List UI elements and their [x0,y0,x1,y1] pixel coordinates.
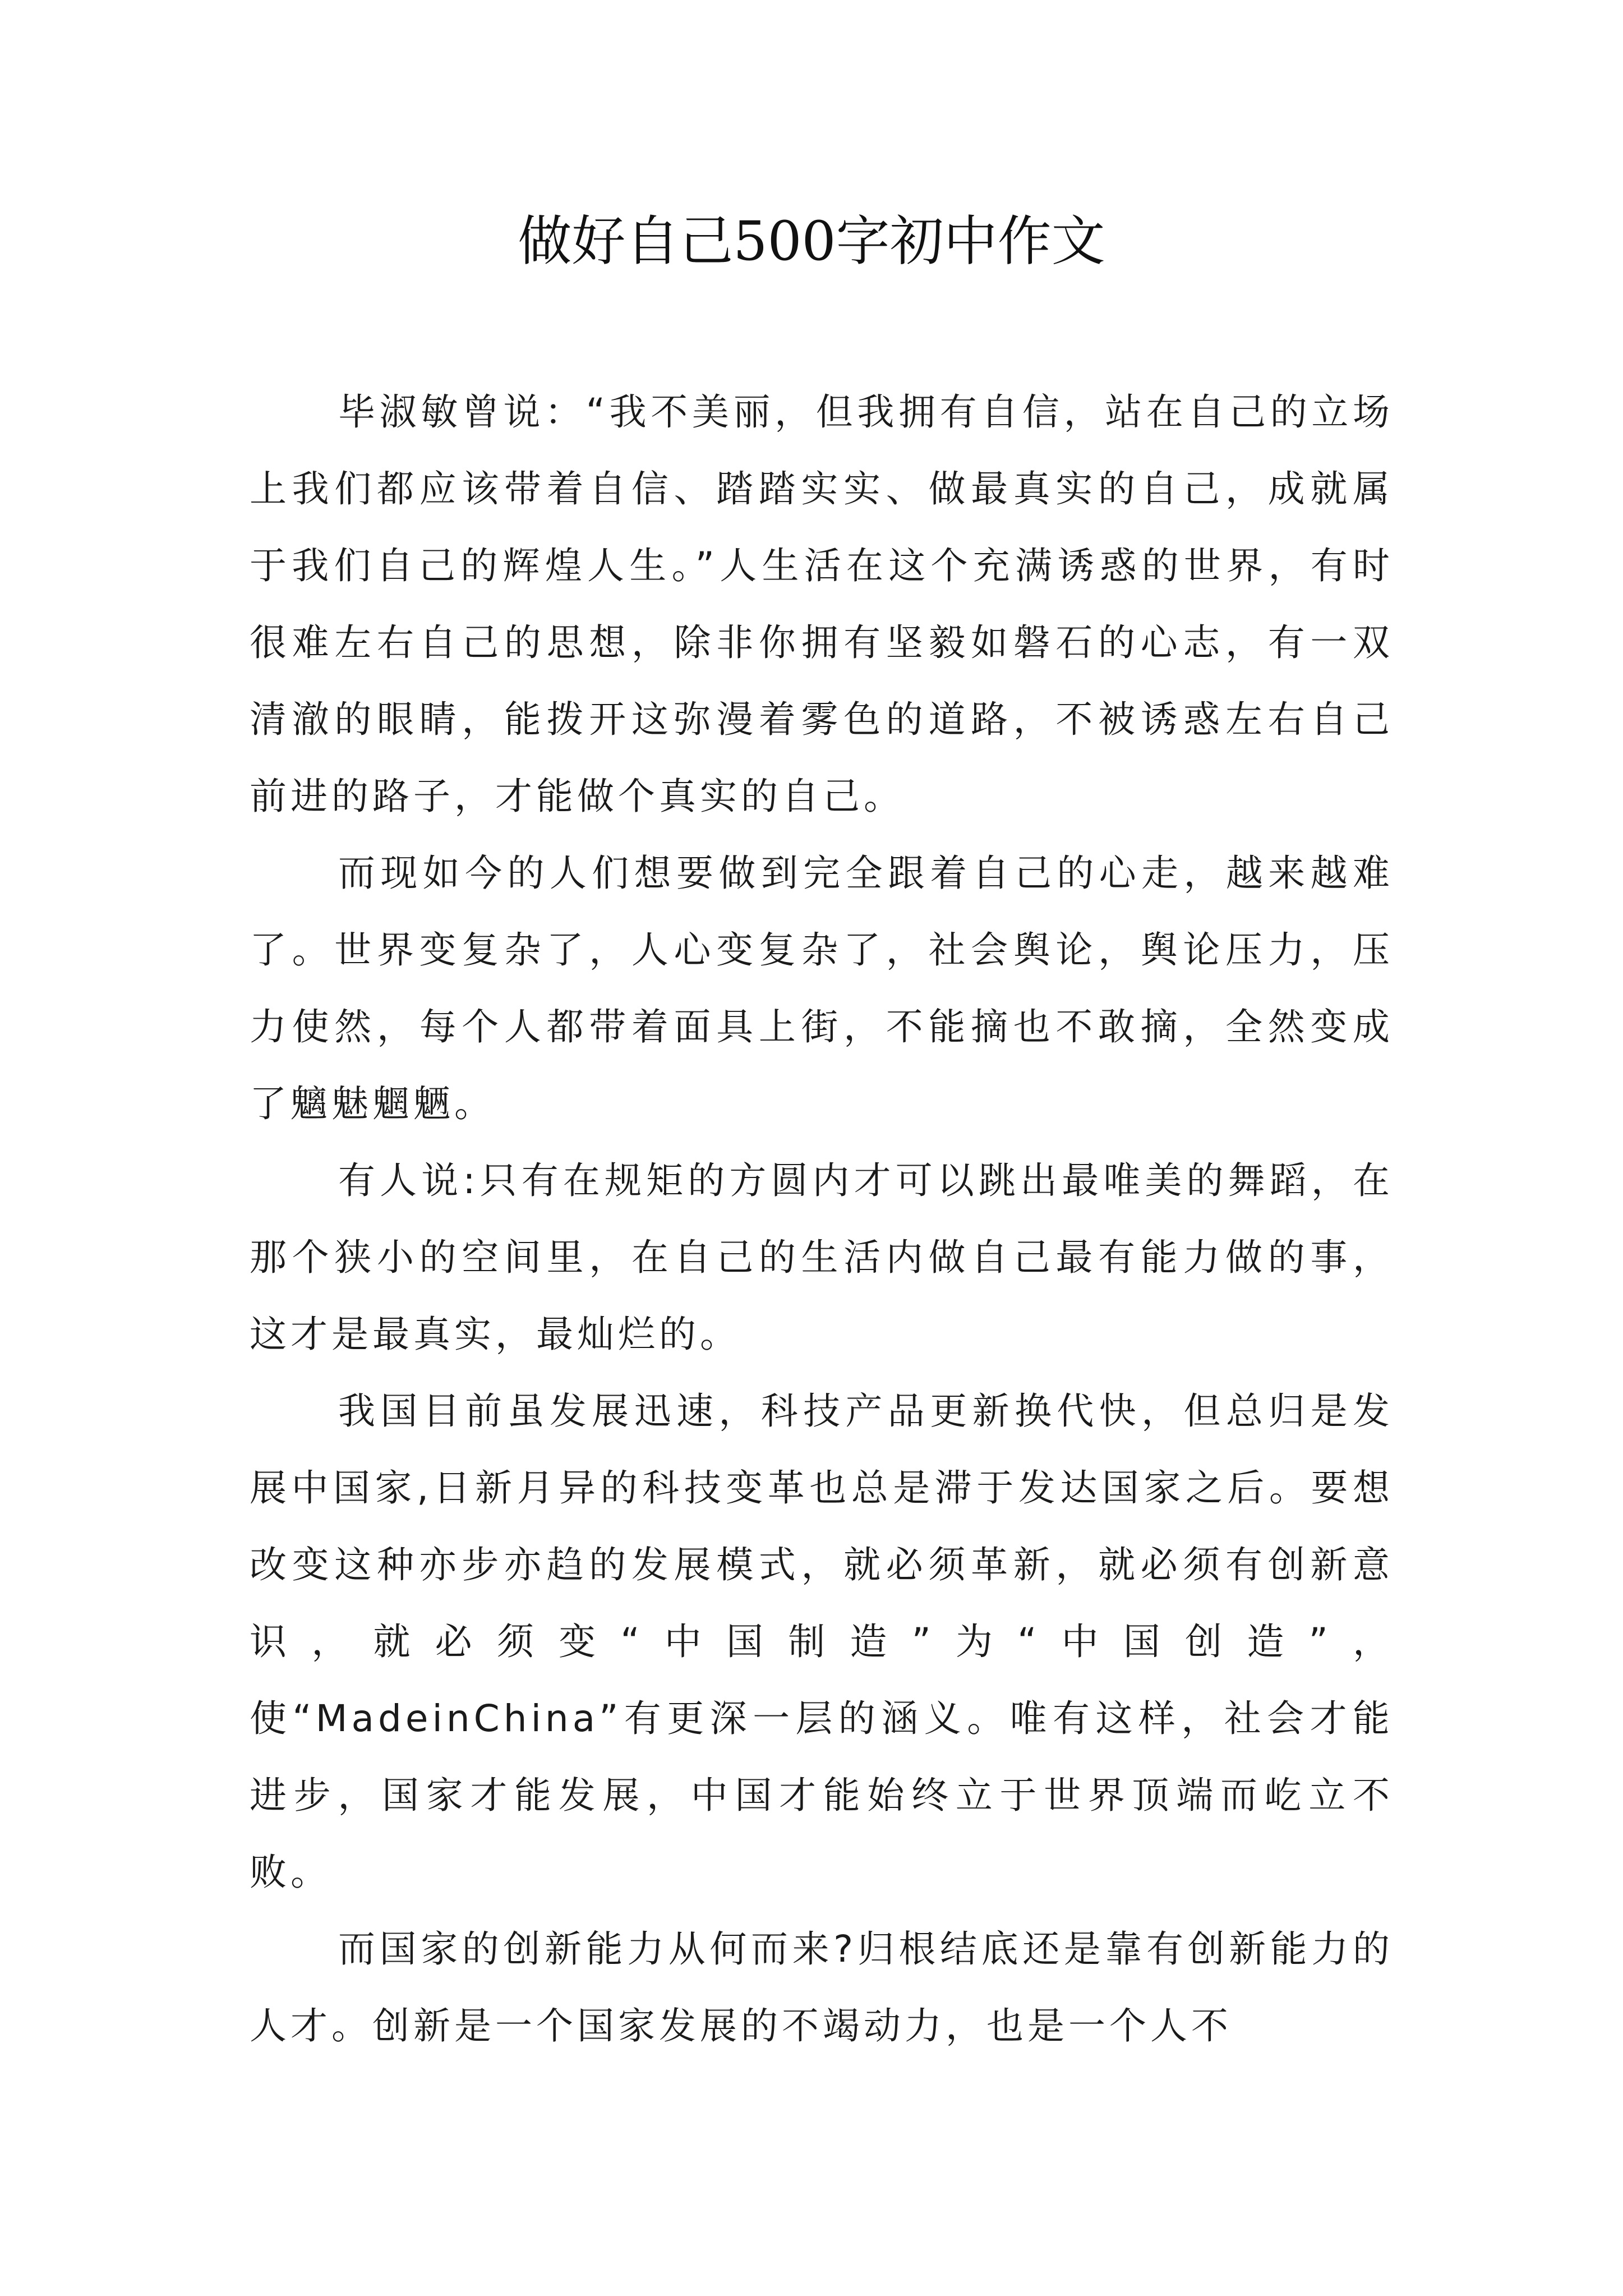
paragraph-2: 而现如今的人们想要做到完全跟着自己的心走，越来越难了。世界变复杂了，人心变复杂了，社会舆论，舆论压力，压力使然，每个人都带着面具上街，不能摘也不敢摘，全然变成了魑魅魍魉。 [250,852,1394,1125]
paragraph-5: 而国家的创新能力从何而来?归根结底还是靠有创新能力的人才。创新是一个国家发展的不竭动力，也是一个人不 [250,1927,1394,2047]
paragraph-4: 我国目前虽发展迅速，科技产品更新换代快，但总归是发展中国家,日新月异的科技变革也总是滞于发达国家之后。要想改变这种亦步亦趋的发展模式，就必须革新，就必须有创新意识，就必须变“中国制造”为“中国创造”，使“MadeinChina”有更深一层的涵义。唯有这样，社会才能进步，国家才能发展，中国才能始终立于世界顶端而屹立不败。 [250,1389,1394,1894]
document-title: 做好自己500字初中作文 [518,210,1105,273]
paragraph-3: 有人说:只有在规矩的方圆内才可以跳出最唯美的舞蹈，在那个狭小的空间里，在自己的生活内做自己最有能力做的事，这才是最真实，最灿烂的。 [250,1159,1394,1356]
paragraph-1: 毕淑敏曾说：“我不美丽，但我拥有自信，站在自己的立场上我们都应该带着自信、踏踏实实、做最真实的自己，成就属于我们自己的辉煌人生。”人生活在这个充满诱惑的世界，有时很难左右自己的思想，除非你拥有坚毅如磐石的心志，有一双清澈的眼睛，能拨开这弥漫着雾色的道路，不被诱惑左右自己前进的路子，才能做个真实的自己。 [250,390,1394,818]
document-body [250,374,1394,2064]
